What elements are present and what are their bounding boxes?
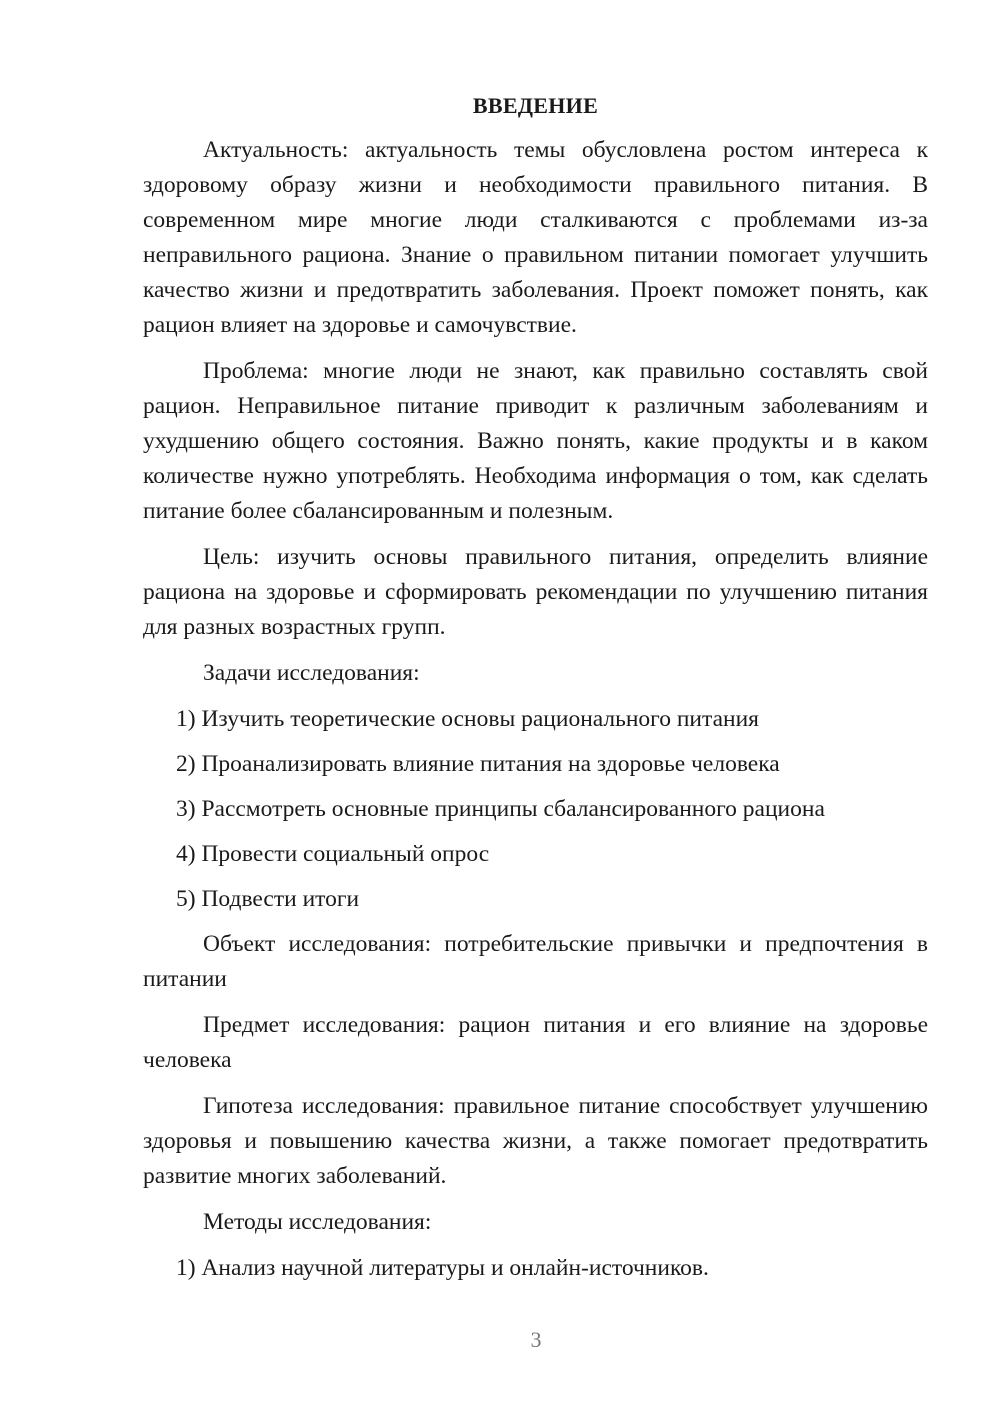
problem-paragraph: Проблема: многие люди не знают, как правильно составлять свой рацион. Неправильное питание приводит к различным заболеваниям и ухудшению общего состояния. Важно понять, какие продукты и в каком количестве нужно употреблять. Необходима информация о том, как сделать питание более сбалансированным и полезным. bbox=[143, 358, 928, 524]
tasks-list bbox=[143, 702, 928, 917]
list-item: 1) Анализ научной литературы и онлайн-источников. bbox=[176, 1255, 709, 1281]
goal-paragraph: Цель: изучить основы правильного питания, определить влияние рациона на здоровье и сформировать рекомендации по улучшению питания для разных возрастных групп. bbox=[143, 544, 928, 640]
document-page bbox=[143, 88, 928, 1296]
object-paragraph: Объект исследования: потребительские привычки и предпочтения в питании bbox=[143, 931, 928, 992]
page-title: ВВЕДЕНИЕ bbox=[472, 93, 599, 118]
subject-paragraph: Предмет исследования: рацион питания и его влияние на здоровье человека bbox=[143, 1012, 928, 1073]
methods-heading: Методы исследования: bbox=[203, 1209, 432, 1235]
methods-list bbox=[143, 1251, 928, 1286]
list-item: 1) Изучить теоретические основы рационального питания bbox=[176, 706, 759, 732]
hypothesis-paragraph: Гипотеза исследования: правильное питание способствует улучшению здоровья и повышению качества жизни, а также помогает предотвратить развитие многих заболеваний. bbox=[143, 1093, 928, 1189]
list-item: 5) Подвести итоги bbox=[176, 886, 360, 912]
relevance-paragraph: Актуальность: актуальность темы обусловлена ростом интереса к здоровому образу жизни и необходимости правильного питания. В современном мире многие люди сталкиваются с проблемами из-за неправильного рациона. Знание о правильном питании помогает улучшить качество жизни и предотвратить заболевания. Проект поможет понять, как рацион влияет на здоровье и самочувствие. bbox=[143, 137, 928, 338]
list-item: 2) Проанализировать влияние питания на здоровье человека bbox=[176, 751, 780, 777]
tasks-heading: Задачи исследования: bbox=[203, 660, 420, 686]
page-number: 3 bbox=[530, 1327, 542, 1352]
list-item: 4) Провести социальный опрос bbox=[176, 841, 490, 867]
list-item: 3) Рассмотреть основные принципы сбалансированного рациона bbox=[176, 796, 825, 822]
